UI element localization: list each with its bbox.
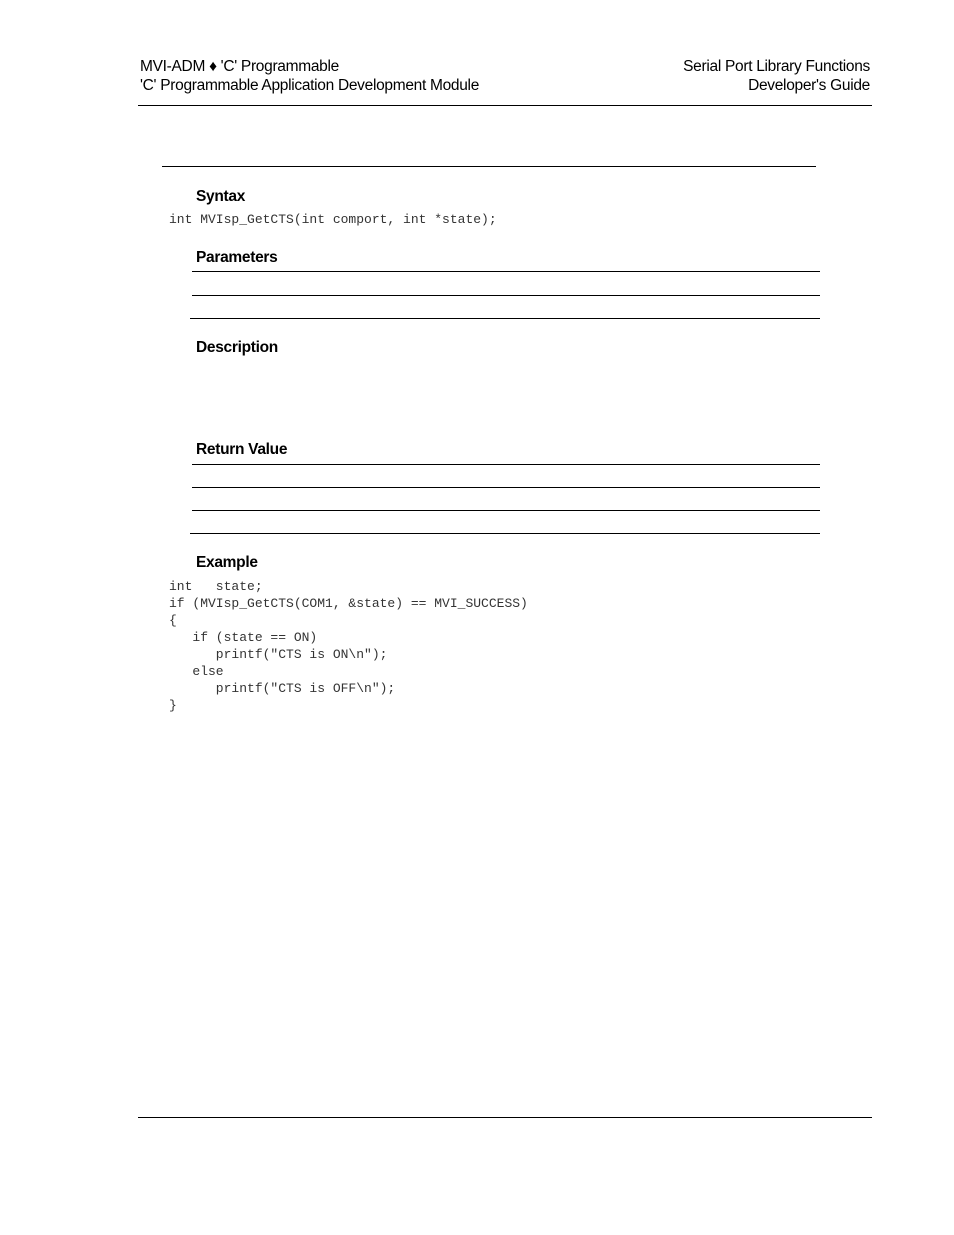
example-code-line: printf("CTS is ON\n"); bbox=[169, 647, 388, 662]
example-heading: Example bbox=[196, 554, 258, 571]
header-section-title: Serial Port Library Functions bbox=[683, 58, 870, 75]
example-code-line: printf("CTS is OFF\n"); bbox=[169, 681, 396, 696]
return-value-table-row-rule bbox=[192, 487, 820, 488]
footer-divider bbox=[138, 1117, 872, 1118]
return-value-table-top-rule bbox=[192, 464, 820, 465]
return-value-table-bottom-rule bbox=[190, 533, 820, 534]
parameters-table-row-rule bbox=[192, 295, 820, 296]
example-code bbox=[169, 578, 528, 714]
header-divider bbox=[138, 105, 872, 106]
return-value-heading: Return Value bbox=[196, 441, 288, 458]
return-value-table-row-rule bbox=[192, 510, 820, 511]
example-code-line: int state; bbox=[169, 579, 263, 594]
description-heading: Description bbox=[196, 339, 278, 356]
function-title-rule bbox=[162, 166, 816, 167]
example-code-line: else bbox=[169, 664, 224, 679]
example-code-line: if (MVIsp_GetCTS(COM1, &state) == MVI_SUCCESS) bbox=[169, 596, 528, 611]
example-code-line: { bbox=[169, 613, 177, 628]
parameters-table-top-rule bbox=[192, 271, 820, 272]
header-product-subtitle: 'C' Programmable Application Development Module bbox=[140, 77, 480, 94]
header-guide-title: Developer's Guide bbox=[748, 77, 870, 94]
parameters-heading: Parameters bbox=[196, 249, 278, 266]
header-left bbox=[140, 57, 479, 95]
header-right bbox=[683, 57, 870, 95]
syntax-code: int MVIsp_GetCTS(int comport, int *state); bbox=[169, 212, 497, 227]
parameters-table-bottom-rule bbox=[190, 318, 820, 319]
example-code-line: } bbox=[169, 698, 177, 713]
syntax-heading: Syntax bbox=[196, 188, 246, 205]
header-product-title: MVI-ADM ♦ 'C' Programmable bbox=[140, 58, 339, 75]
example-code-line: if (state == ON) bbox=[169, 630, 318, 645]
